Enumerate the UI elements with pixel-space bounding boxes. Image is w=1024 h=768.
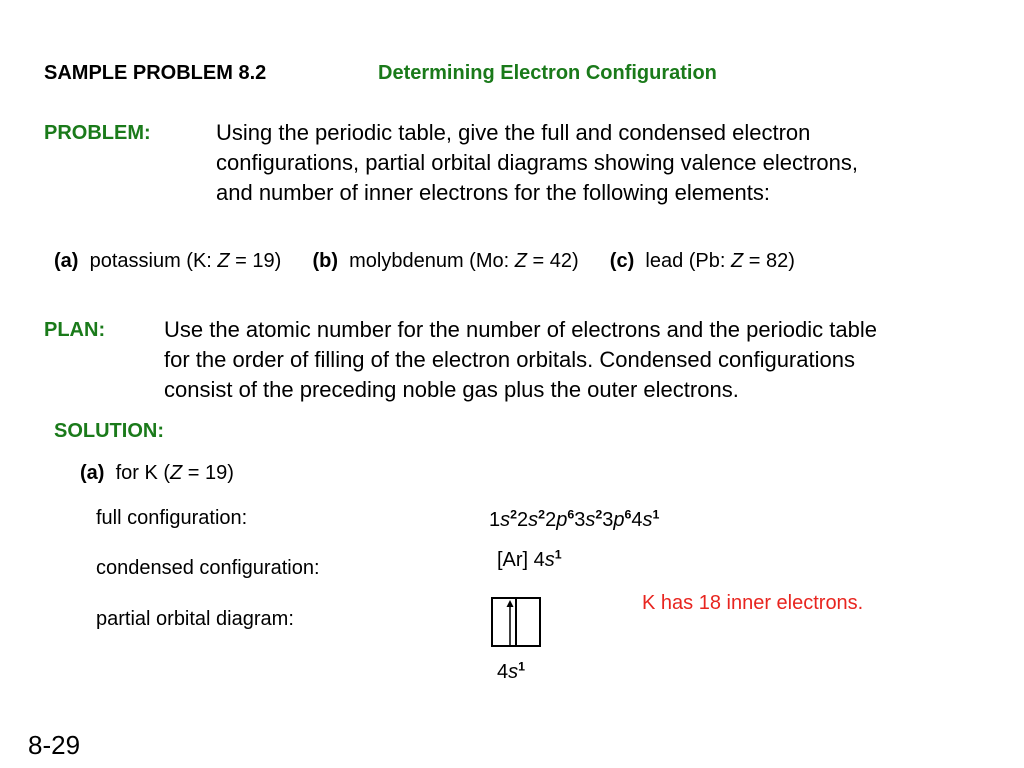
shell-number: 3 xyxy=(574,509,586,531)
subshell-letter: s xyxy=(585,509,596,531)
electron-count: 1 xyxy=(652,507,660,522)
problem-line: and number of inner electrons for the following elements: xyxy=(216,180,770,205)
element-tag: (b) xyxy=(312,250,338,272)
electron-count: 6 xyxy=(624,507,632,522)
noble-gas-core: [Ar] xyxy=(497,549,534,571)
element-item xyxy=(610,250,795,272)
elements-list xyxy=(54,246,795,276)
electron-count: 6 xyxy=(567,507,575,522)
plan-line: Use the atomic number for the number of electrons and the periodic table xyxy=(164,317,877,342)
shell-number: 2 xyxy=(517,509,529,531)
electron-count: 1 xyxy=(518,659,526,674)
z-symbol: Z xyxy=(730,250,744,272)
z-symbol: Z xyxy=(170,462,183,484)
shell-number: 1 xyxy=(489,509,501,531)
slide-number: 8-29 xyxy=(28,730,81,760)
subshell-letter: s xyxy=(642,509,653,531)
orbital-diagram-label: partial orbital diagram: xyxy=(96,608,294,630)
solution-part xyxy=(80,458,234,488)
element-z: = 82) xyxy=(743,250,795,272)
element-item xyxy=(54,250,281,272)
plan-label: PLAN: xyxy=(44,319,106,341)
spin-up-arrow-icon xyxy=(503,599,517,645)
electron-count: 2 xyxy=(510,507,518,522)
part-text: for K ( xyxy=(115,462,171,484)
subshell-letter: p xyxy=(556,509,568,531)
plan-line: for the order of filling of the electron orbitals. Condensed configurations xyxy=(164,347,855,372)
element-name: potassium (K: xyxy=(89,250,218,272)
subshell-letter: s xyxy=(500,509,511,531)
problem-text xyxy=(216,118,858,208)
orbital-box xyxy=(491,597,541,647)
subshell-letter: s xyxy=(528,509,539,531)
plan-line: consist of the preceding noble gas plus the outer electrons. xyxy=(164,377,739,402)
z-symbol: Z xyxy=(217,250,230,272)
subshell-letter: s xyxy=(544,549,555,571)
electron-count: 2 xyxy=(538,507,546,522)
z-symbol: Z xyxy=(514,250,527,272)
problem-label: PROBLEM: xyxy=(44,122,151,144)
element-name: molybdenum (Mo: xyxy=(349,250,515,272)
element-z: = 42) xyxy=(526,250,579,272)
shell-number: 4 xyxy=(533,549,545,571)
orbital-sublevel-label xyxy=(497,657,525,687)
full-config-label: full configuration: xyxy=(96,507,248,529)
sample-problem-label: SAMPLE PROBLEM 8.2 xyxy=(44,62,267,84)
problem-line: Using the periodic table, give the full and condensed electron xyxy=(216,120,811,145)
electron-count: 1 xyxy=(554,547,562,562)
element-z: = 19) xyxy=(229,250,282,272)
element-item xyxy=(312,250,578,272)
element-name: lead (Pb: xyxy=(645,250,731,272)
element-tag: (a) xyxy=(54,250,79,272)
part-tag: (a) xyxy=(80,462,105,484)
condensed-configuration xyxy=(497,545,562,575)
shell-number: 4 xyxy=(497,661,509,683)
full-configuration xyxy=(489,505,659,535)
element-tag: (c) xyxy=(609,250,635,272)
problem-line: configurations, partial orbital diagrams showing valence electrons, xyxy=(216,150,859,175)
subshell-letter: s xyxy=(508,661,519,683)
shell-number: 3 xyxy=(602,509,614,531)
part-value: = 19) xyxy=(182,462,234,484)
problem-title: Determining Electron Configuration xyxy=(378,62,717,84)
plan-text xyxy=(164,315,877,405)
subshell-letter: p xyxy=(613,509,625,531)
shell-number: 4 xyxy=(631,509,643,531)
electron-count: 2 xyxy=(595,507,603,522)
shell-number: 2 xyxy=(545,509,557,531)
inner-electrons-note: K has 18 inner electrons. xyxy=(642,592,864,614)
solution-label: SOLUTION: xyxy=(54,420,164,442)
condensed-config-label: condensed configuration: xyxy=(96,557,320,579)
